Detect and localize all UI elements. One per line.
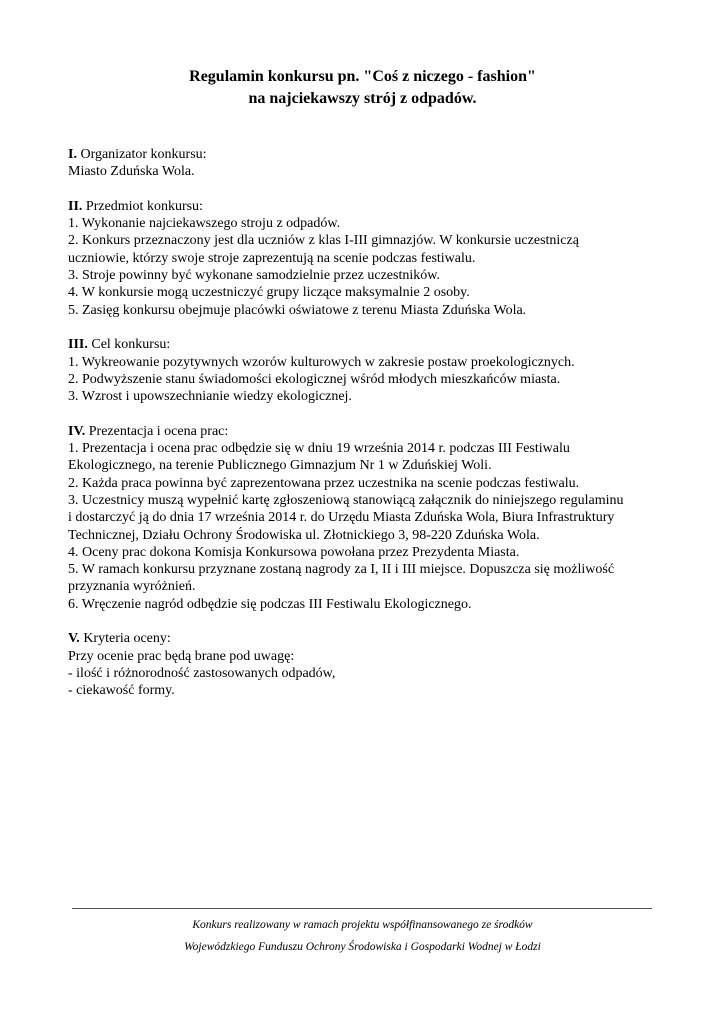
section-heading [68, 423, 668, 440]
section-number: II. [68, 198, 83, 214]
document-title [0, 66, 725, 110]
section-heading [68, 146, 668, 163]
section [68, 198, 668, 319]
section-line: 1. Prezentacja i ocena prac odbędzie się w dniu 19 września 2014 r. podczas III Festiwalu [68, 441, 570, 457]
section-line: uczniowie, którzy swoje stroje zaprezentują na scenie podczas festiwalu. [68, 250, 476, 266]
footer-line-2: Wojewódzkiego Funduszu Ochrony Środowiska i Gospodarki Wodnej w Łodzi [184, 941, 541, 953]
section-line: 3. Stroje powinny być wykonane samodzielnie przez uczestników. [68, 268, 440, 284]
footer-divider [72, 908, 652, 909]
document-body [68, 146, 668, 717]
section-line: 2. Każda praca powinna być zaprezentowana przez uczestnika na scenie podczas festiwalu. [68, 475, 580, 491]
section-heading [68, 336, 668, 353]
title-line-1: Regulamin konkursu pn. "Coś z niczego - fashion" [189, 68, 536, 85]
section-line: 1. Wykonanie najciekawszego stroju z odpadów. [68, 216, 341, 232]
footer-note [0, 914, 725, 958]
title-line-2: na najciekawszy strój z odpadów. [248, 90, 477, 107]
section-line: i dostarczyć ją do dnia 17 września 2014 r. do Urzędu Miasta Zduńska Wola, Biura Infrastruktury [68, 510, 615, 526]
section-line: 1. Wykreowanie pozytywnych wzorów kulturowych w zakresie postaw proekologicznych. [68, 354, 575, 370]
section-heading-text: Przedmiot konkursu: [82, 198, 203, 214]
section-line: 2. Konkurs przeznaczony jest dla uczniów z klas I-III gimnazjów. W konkursie uczestniczą [68, 233, 579, 249]
section-line: Przy ocenie prac będą brane pod uwagę: [68, 648, 295, 664]
section [68, 423, 668, 613]
section-line: 4. Oceny prac dokona Komisja Konkursowa powołana przez Prezydenta Miasta. [68, 544, 520, 560]
section [68, 336, 668, 405]
section-line: 5. W ramach konkursu przyznane zostaną nagrody za I, II i III miejsce. Dopuszcza się możliwość [68, 562, 615, 578]
section-line: 2. Podwyższenie stanu świadomości ekologicznej wśród młodych mieszkańców miasta. [68, 371, 561, 387]
section [68, 630, 668, 699]
section-number: I. [68, 147, 77, 162]
section-line: 3. Wzrost i upowszechnianie wiedzy ekologicznej. [68, 389, 352, 405]
section-line: 6. Wręczenie nagród odbędzie się podczas III Festiwalu Ekologicznego. [68, 596, 472, 612]
section-number: III. [68, 337, 88, 353]
section-heading [68, 630, 668, 647]
section-line: - ilość i różnorodność zastosowanych odpadów, [68, 665, 336, 681]
section-line: Technicznej, Działu Ochrony Środowiska ul. Złotnickiego 3, 98-220 Zduńska Wola. [68, 527, 540, 543]
section-line: Ekologicznego, na terenie Publicznego Gimnazjum Nr 1 w Zduńskiej Woli. [68, 458, 492, 474]
section-number: V. [68, 631, 80, 647]
section-line: przyznania wyróżnień. [68, 579, 196, 595]
section-line: Miasto Zduńska Wola. [68, 164, 195, 180]
section [68, 146, 668, 181]
section-line: 3. Uczestnicy muszą wypełnić kartę zgłoszeniową stanowiącą załącznik do niniejszego regulaminu [68, 492, 624, 508]
section-line: 4. W konkursie mogą uczestniczyć grupy liczące maksymalnie 2 osoby. [68, 285, 470, 301]
section-heading-text: Organizator konkursu: [76, 147, 207, 162]
section-heading-text: Kryteria oceny: [79, 631, 171, 647]
section-line: - ciekawość formy. [68, 683, 175, 699]
footer-line-1: Konkurs realizowany w ramach projektu współfinansowanego ze środków [192, 919, 533, 931]
section-number: IV. [68, 423, 86, 439]
section-heading-text: Cel konkursu: [87, 337, 171, 353]
section-line: 5. Zasięg konkursu obejmuje placówki oświatowe z terenu Miasta Zduńska Wola. [68, 302, 527, 318]
section-heading [68, 198, 668, 215]
section-heading-text: Prezentacja i ocena prac: [85, 423, 229, 439]
